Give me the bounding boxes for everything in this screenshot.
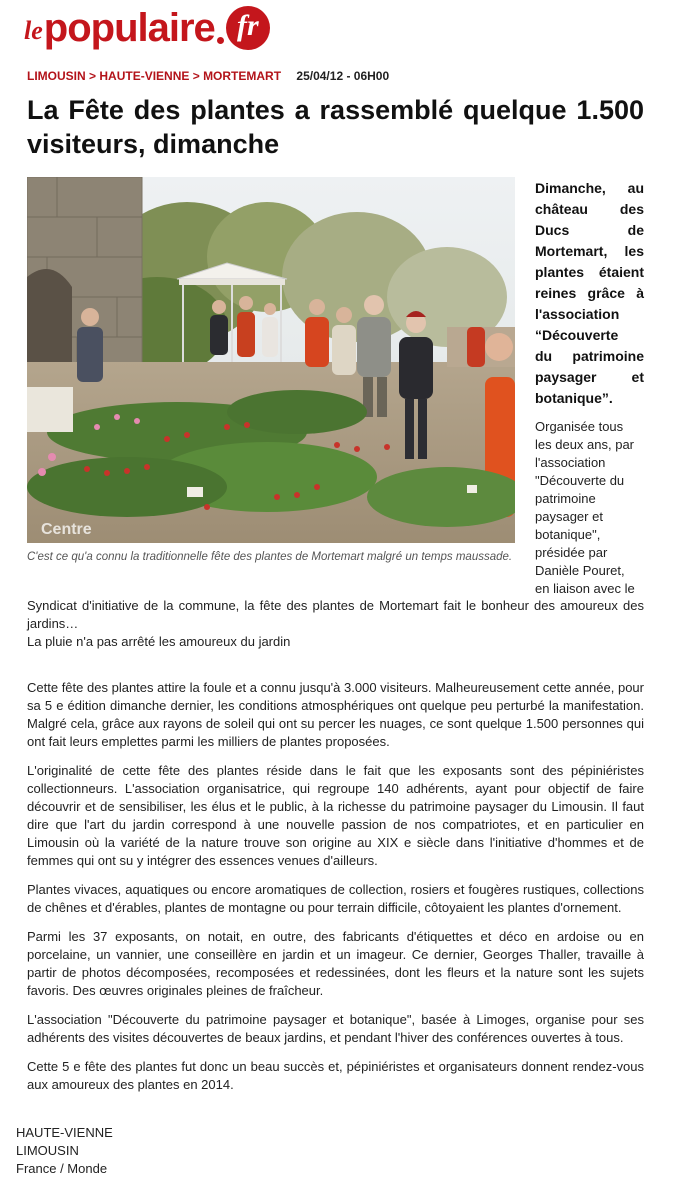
lead-line: botanique”. (535, 390, 613, 406)
article-paragraph: Plantes vivaces, aquatiques ou encore aromatiques de collection, rosiers et fougères rustiques, collections de chênes et d'érables, plantes de montagne ou pour terrain difficile, côtoyaient les plantes d'ornement. (27, 882, 644, 915)
logo-wordmark: populaire (43, 6, 215, 50)
side-line: patrimoine (535, 491, 596, 506)
article-tags (16, 1124, 113, 1178)
logo-le: le (24, 16, 43, 45)
publish-date: 25/04/12 - 06H00 (296, 69, 390, 83)
article-body (27, 679, 644, 1105)
side-line: "Découverte du (535, 473, 625, 488)
article-paragraph: Cette 5 e fête des plantes fut donc un beau succès et, pépiniéristes et organisateurs donnent rendez-vous aux amoureux des plantes en 2014. (27, 1059, 644, 1092)
article-side-text (535, 418, 644, 598)
lead-line: l'association (535, 306, 620, 322)
article-title: La Fête des plantes a rassemblé quelque 1.500 visiteurs, dimanche (27, 95, 644, 159)
lead-line: Mortemart, les (535, 243, 644, 259)
side-line: présidée par (535, 545, 608, 560)
side-line: paysager et (535, 509, 603, 524)
article-paragraph: Cette fête des plantes attire la foule et a connu jusqu'à 3.000 visiteurs. Malheureusement cette année, pour sa 5 e édition dimanche dernier, les conditions atmosphériques ont quelque peu perturbé la manifestation. Malgré cela, grâce aux rayons de soleil qui ont su percer les nuages, ce sont quelque 1.500 personnes qui ont fait leurs emplettes parmi les milliers de plantes proposées. (27, 680, 644, 749)
side-line: botanique", (535, 527, 601, 542)
tag-haute-vienne[interactable]: HAUTE-VIENNE (16, 1125, 113, 1140)
photo-caption: C'est ce qu'a connu la traditionnelle fête des plantes de Mortemart malgré un temps maussade. (27, 551, 513, 563)
lead-line: “Découverte (535, 327, 619, 343)
continuation-text: Syndicat d'initiative de la commune, la fête des plantes de Mortemart fait le bonheur des amoureux des jardins… (27, 598, 644, 631)
breadcrumb-link-haute-vienne[interactable]: HAUTE-VIENNE (99, 69, 190, 83)
article-lead (535, 178, 644, 409)
lead-line: du patrimoine (535, 348, 644, 364)
side-line: Danièle Pouret, (535, 563, 625, 578)
side-line: Organisée tous (535, 419, 624, 434)
site-logo[interactable] (24, 4, 270, 50)
article-photo (27, 177, 515, 543)
lead-line: reines grâce à (535, 285, 644, 301)
breadcrumb-separator: > (85, 69, 100, 83)
photo-watermark: Centre (41, 521, 92, 538)
article-paragraph: L'originalité de cette fête des plantes réside dans le fait que les exposants sont des pépiniéristes collectionneurs. L'association organisatrice, qui regroupe 140 adhérents, ayant pour objectif de faire découvrir et de sensibiliser, les élus et le public, à la richesse du patrimoine paysager du Limousin. Il faut dire que l'art du jardin correspond à une nouvelle passion de nos compatriotes, et en particulier en Limousin où la variété de la nature trouve son origine au XIX e siècle dans l'initiative d'hommes et de femmes qui ont su y intégrer des essences venues d'ailleurs. (27, 763, 644, 868)
breadcrumb (27, 69, 389, 83)
breadcrumb-separator: > (189, 69, 204, 83)
lead-line: château des (535, 201, 644, 217)
breadcrumb-link-mortemart[interactable]: MORTEMART (203, 69, 282, 83)
article-paragraph: L'association "Découverte du patrimoine paysager et botanique", basée à Limoges, organise pour ses adhérents des visites découvertes de beaux jardins, et pendant l'hiver des conférences ouvertes à tous. (27, 1012, 644, 1045)
article-continuation (27, 597, 644, 651)
article-paragraph: Parmi les 37 exposants, on notait, en outre, des fabricants d'étiquettes et déco en ardoise ou en porcelaine, un vannier, une conseillère en jardin et un imageur. Ce dernier, Georges Thaller, travaille à partir de photos décomposées, recomposées et redessinées, dont les fleurs et la nature sont les sujets favoris. Des œuvres originales pleines de fraîcheur. (27, 929, 644, 998)
lead-line: Ducs de (535, 222, 644, 238)
breadcrumb-link-limousin[interactable]: LIMOUSIN (27, 69, 86, 83)
lead-line: plantes étaient (535, 264, 644, 280)
logo-dot (217, 37, 224, 44)
side-line: en liaison avec le (535, 581, 635, 596)
lead-line: Dimanche, au (535, 180, 644, 196)
logo-fr-badge: fr (226, 6, 270, 50)
side-line: l'association (535, 455, 606, 470)
tag-france-monde[interactable]: France / Monde (16, 1161, 108, 1176)
article-subhead: La pluie n'a pas arrêté les amoureux du jardin (27, 634, 291, 649)
side-line: les deux ans, par (535, 437, 635, 452)
lead-line: paysager et (535, 369, 644, 385)
tag-limousin[interactable]: LIMOUSIN (16, 1143, 79, 1158)
